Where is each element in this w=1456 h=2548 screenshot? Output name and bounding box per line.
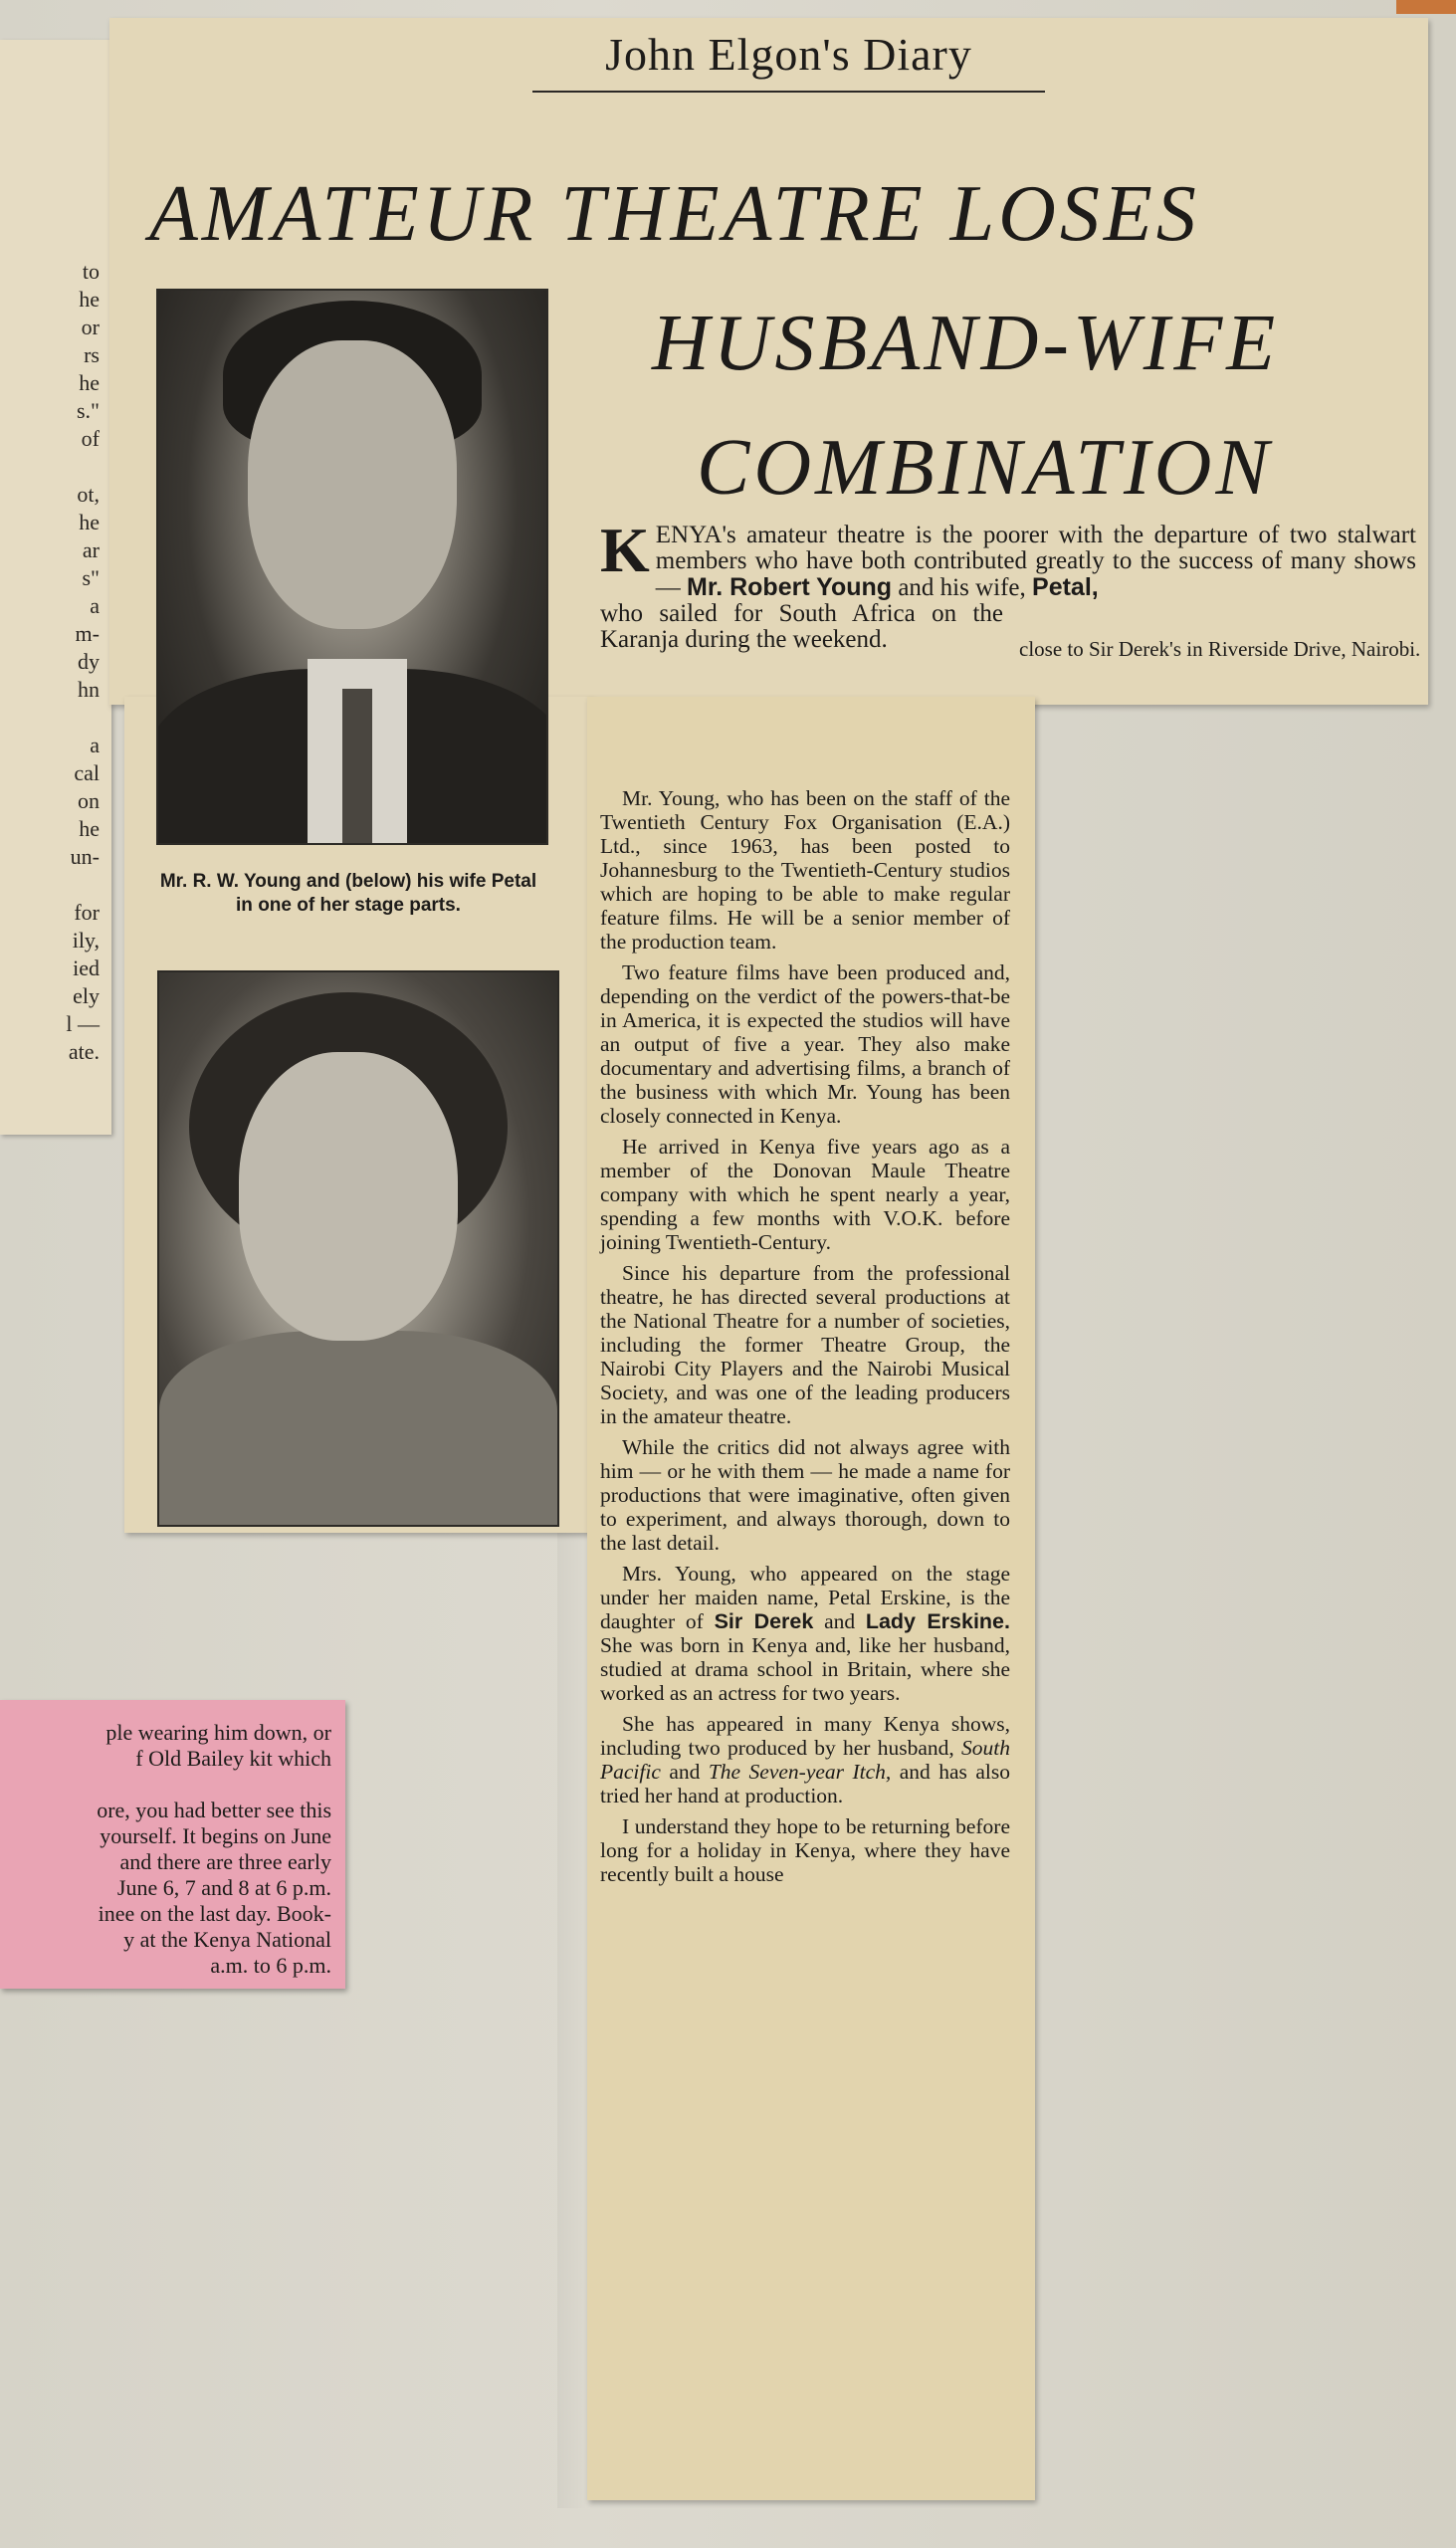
left-clipping-fragment: [0, 40, 111, 1135]
paragraph: Two feature films have been produced and, depending on the verdict of the powers-that-be in America, it is expected the studios will have an output of five a year. They also make documentary and advertising films, a branch of the business with which Mr. Young has been closely connected in Kenya.: [600, 960, 1010, 1128]
page-edge: [1396, 0, 1456, 14]
photo-petal-young: [157, 970, 559, 1527]
left-fragment-text: s.": [76, 398, 100, 423]
left-fragment-text: hn: [78, 677, 100, 702]
pink-clipping: [0, 1700, 345, 1989]
p7-title-2: The Seven-year Itch,: [708, 1760, 892, 1784]
ad-line: ore, you had better see this: [97, 1798, 331, 1822]
left-fragment-text: he: [79, 370, 100, 395]
left-fragment-text: ely: [73, 983, 100, 1008]
left-fragment-text: ate.: [68, 1039, 100, 1064]
left-fragment-text: of: [81, 426, 100, 451]
photo-robert-young: [156, 289, 548, 845]
headline-line-2: HUSBAND-WIFE: [652, 300, 1280, 387]
photo-body: [159, 1331, 557, 1527]
left-fragment-text: rs: [84, 342, 100, 367]
paragraph: I understand they hope to be returning before long for a holiday in Kenya, where they have recently built a house: [600, 1814, 1010, 1886]
drop-cap: K: [600, 515, 650, 585]
left-fragment-text: m-: [75, 621, 100, 646]
p6-text-b: and: [824, 1609, 856, 1633]
left-fragment-text: ar: [82, 537, 100, 562]
left-fragment-text: ily,: [72, 928, 100, 953]
column-title: John Elgon's Diary: [532, 28, 1045, 93]
left-fragment-text: cal: [74, 760, 100, 785]
left-fragment-text: l —: [66, 1011, 100, 1036]
photo-tie: [342, 689, 372, 845]
ad-line: inee on the last day. Book-: [98, 1901, 331, 1926]
column-shadow: [557, 1533, 587, 2508]
article-intro: [600, 515, 1416, 653]
p7-text-c: and has also tried her hand at production.: [600, 1760, 1010, 1807]
p7-title-1: South Pacific: [600, 1736, 1010, 1784]
paragraph: Mr. Young, who has been on the staff of the Twentieth Century Fox Organisation (E.A.) Ltd., since 1963, has been posted to Johannesburg to the Twentieth-Century studios which are hoping to be able to make regular feature films. He will be a senior member of the production team.: [600, 786, 1010, 954]
left-fragment-text: dy: [78, 649, 100, 674]
ad-line: a.m. to 6 p.m.: [210, 1953, 331, 1978]
intro-name-petal: Petal,: [1032, 573, 1099, 601]
p6-text-a: Mrs. Young, who appeared on the stage under her maiden name, Petal Erskine, is the daughter of: [600, 1562, 1010, 1633]
intro-text-c: who sailed for South Africa on the Karanja during the weekend.: [600, 600, 1003, 653]
p7-text-a: She has appeared in many Kenya shows, including two produced by her husband,: [600, 1712, 1010, 1760]
left-fragment-text: he: [79, 287, 100, 312]
headline-line-3: COMBINATION: [697, 424, 1273, 512]
continuation-box: close to Sir Derek's in Riverside Drive, Nairobi.: [1019, 637, 1421, 661]
p7-text-b: and: [669, 1760, 701, 1784]
headline-line-1: AMATEUR THEATRE LOSES: [149, 170, 1200, 258]
paragraph: While the critics did not always agree with him — or he with them — he made a name for productions that were imaginative, often given to experiment, and always thorough, down to the last detail.: [600, 1435, 1010, 1555]
left-fragment-text: ot,: [77, 482, 100, 507]
ad-line: yourself. It begins on June: [100, 1823, 331, 1848]
photo-caption: Mr. R. W. Young and (below) his wife Petal in one of her stage parts.: [159, 871, 537, 916]
intro-name-robert: Mr. Robert Young: [687, 573, 893, 601]
left-fragment-text: on: [78, 788, 100, 813]
paragraph-shows: [600, 1712, 1010, 1807]
left-fragment-text: s": [82, 565, 100, 590]
ad-line: y at the Kenya National: [123, 1927, 331, 1952]
left-fragment-text: a: [90, 593, 100, 618]
photo-face: [239, 1052, 458, 1341]
intro-text-a: ENYA's amateur theatre is the poorer with the departure of two stalwart members who have both contributed greatly to the success of many shows —: [655, 522, 1416, 601]
paragraph: Since his departure from the professional theatre, he has directed several productions at the National Theatre for a number of societies, including the former Theatre Group, the Nairobi City Players and the Nairobi Musical Society, and was one of the leading producers in the amateur theatre.: [600, 1261, 1010, 1428]
left-fragment-text: or: [81, 315, 100, 339]
ad-line: June 6, 7 and 8 at 6 p.m.: [116, 1875, 331, 1900]
ad-line: and there are three early: [119, 1849, 331, 1874]
intro-text-b: and his wife,: [898, 574, 1026, 601]
left-fragment-text: he: [79, 816, 100, 841]
paragraph: He arrived in Kenya five years ago as a member of the Donovan Maule Theatre company with which he spent nearly a year, spending a few months with V.O.K. before joining Twentieth-Century.: [600, 1135, 1010, 1254]
left-fragment-text: for: [74, 900, 100, 925]
p6-name-lady: Lady Erskine.: [865, 1609, 1010, 1633]
left-fragment-text: a: [90, 733, 100, 757]
photo-face: [248, 340, 457, 629]
paragraph-erskine: [600, 1562, 1010, 1705]
p6-name-derek: Sir Derek: [714, 1609, 814, 1633]
left-fragment-text: to: [82, 259, 100, 284]
left-fragment-text: un-: [70, 844, 100, 869]
left-fragment-text: ied: [73, 956, 100, 980]
ad-line: ple wearing him down, or: [105, 1720, 331, 1745]
left-fragment-text: he: [79, 510, 100, 534]
article-body: [600, 786, 1010, 1893]
p6-text-c: She was born in Kenya and, like her husband, studied at drama school in Britain, where she worked as an actress for two years.: [600, 1633, 1010, 1705]
ad-line: f Old Bailey kit which: [135, 1746, 331, 1771]
